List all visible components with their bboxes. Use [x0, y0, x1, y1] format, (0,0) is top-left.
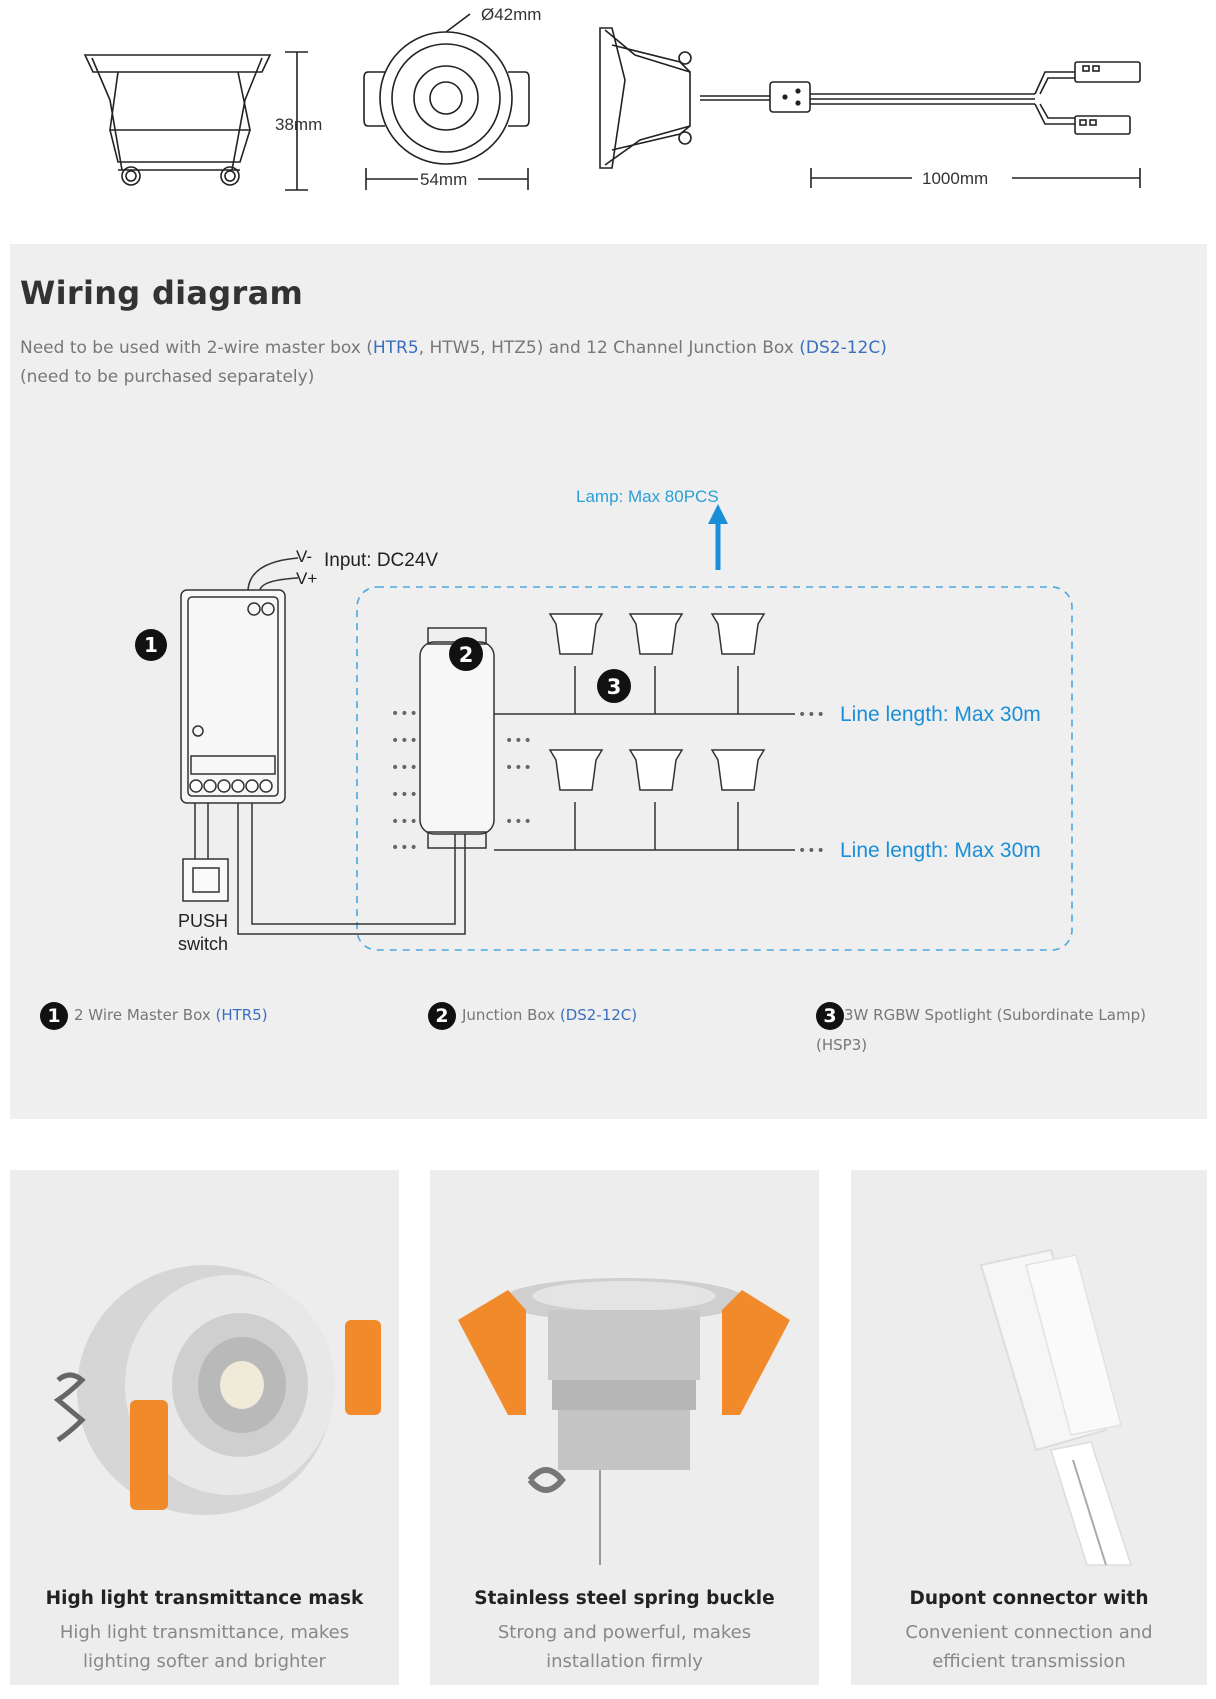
- master-box-drawing: [181, 590, 285, 803]
- feature-desc-3-line2: efficient transmission: [932, 1651, 1126, 1672]
- lamp-icons: [550, 614, 764, 790]
- line-length-label-2: Line length: Max 30m: [840, 839, 1041, 862]
- svg-text:1: 1: [144, 633, 158, 657]
- marker-2: [449, 637, 483, 671]
- legend-link-htr5[interactable]: (HTR5): [215, 1006, 268, 1024]
- legend-marker-3: 3: [816, 1002, 844, 1030]
- feature-desc-3-line1: Convenient connection and: [905, 1622, 1153, 1643]
- legend-text-1: 2 Wire Master Box: [74, 1006, 216, 1024]
- svg-text:3: 3: [606, 675, 622, 699]
- switch-label: switch: [178, 934, 229, 954]
- width-dimension-label: 54mm: [420, 170, 468, 189]
- push-label: PUSH: [178, 911, 229, 931]
- feature-desc-2: [430, 1618, 819, 1676]
- legend-text-3-line2: (HSP3): [816, 1036, 868, 1054]
- legend-link-ds2-12c[interactable]: (DS2-12C): [559, 1006, 638, 1024]
- input-voltage-label: Input: DC24V: [324, 550, 439, 571]
- feature-desc-3: [851, 1618, 1207, 1676]
- feature-desc-2-line2: installation firmly: [546, 1651, 703, 1672]
- feature-desc-2-line1: Strong and powerful, makes: [497, 1622, 752, 1643]
- feature-desc-1-line1: High light transmittance, makes: [59, 1622, 350, 1643]
- svg-text:•••: •••: [798, 843, 826, 859]
- lamp-max-label: Lamp: Max 80PCS: [576, 487, 719, 506]
- svg-text:•••: •••: [798, 707, 826, 723]
- feature-title-2: Stainless steel spring buckle: [474, 1588, 775, 1609]
- subtitle-line2: (need to be purchased separately): [20, 367, 315, 387]
- svg-text:•••: •••: [391, 760, 419, 776]
- feature-title-1: High light transmittance mask: [45, 1588, 364, 1609]
- legend-item-1: [40, 1000, 380, 1030]
- v-plus-label: V+: [296, 569, 318, 588]
- ds2-12c-link[interactable]: (DS2-12C): [799, 338, 887, 358]
- input-wires: [248, 558, 298, 590]
- wiring-diagram-svg: [10, 244, 1207, 1119]
- svg-text:•••: •••: [505, 733, 533, 749]
- marker-3: [597, 669, 631, 703]
- svg-text:2: 2: [458, 643, 474, 667]
- feature-desc-1: [10, 1618, 399, 1676]
- feature-card-spring: [430, 1170, 819, 1685]
- wiring-title: Wiring diagram: [20, 274, 304, 312]
- up-arrow-icon: [708, 504, 728, 570]
- feature-desc-1-line2: lighting softer and brighter: [83, 1651, 326, 1672]
- dupont-connector-image: [851, 1170, 1207, 1570]
- htr5-link[interactable]: HTR5: [372, 338, 419, 358]
- legend-marker-1: 1: [40, 1002, 68, 1030]
- svg-text:•••: •••: [391, 840, 419, 856]
- line-length-label-1: Line length: Max 30m: [840, 703, 1041, 726]
- wiring-section: [10, 244, 1207, 1119]
- legend-item-2: [428, 1000, 768, 1030]
- svg-text:•••: •••: [505, 760, 533, 776]
- legend-text-2: Junction Box: [462, 1006, 560, 1024]
- svg-text:•••: •••: [391, 733, 419, 749]
- spotlight-side-image: [430, 1170, 819, 1570]
- subtitle-text-pre: Need to be used with 2-wire master box (: [20, 338, 373, 358]
- svg-text:•••: •••: [505, 814, 533, 830]
- feature-card-mask: [10, 1170, 399, 1685]
- spotlight-front-image: [10, 1170, 399, 1570]
- dimension-drawing-svg: [0, 0, 1216, 220]
- legend-text-3: 3W RGBW Spotlight (Subordinate Lamp): [844, 1006, 1146, 1024]
- cable-length-label: 1000mm: [922, 169, 989, 188]
- height-dimension-label: 38mm: [275, 115, 323, 134]
- cable-view-drawing: [600, 28, 1140, 188]
- diameter-dimension-label: Ø42mm: [481, 5, 542, 24]
- v-minus-label: V-: [296, 547, 313, 566]
- legend-marker-2: 2: [428, 1002, 456, 1030]
- subtitle-text-mid: , HTW5, HTZ5) and 12 Channel Junction Box: [418, 338, 800, 358]
- front-view-drawing: [364, 14, 529, 190]
- dimension-drawings: [0, 0, 1216, 220]
- svg-text:•••: •••: [391, 814, 419, 830]
- svg-text:•••: •••: [391, 706, 419, 722]
- marker-1: [135, 629, 167, 661]
- legend-item-3: [816, 1000, 1196, 1060]
- feature-title-3: Dupont connector with: [909, 1588, 1149, 1609]
- feature-card-connector: [851, 1170, 1207, 1685]
- svg-text:•••: •••: [391, 787, 419, 803]
